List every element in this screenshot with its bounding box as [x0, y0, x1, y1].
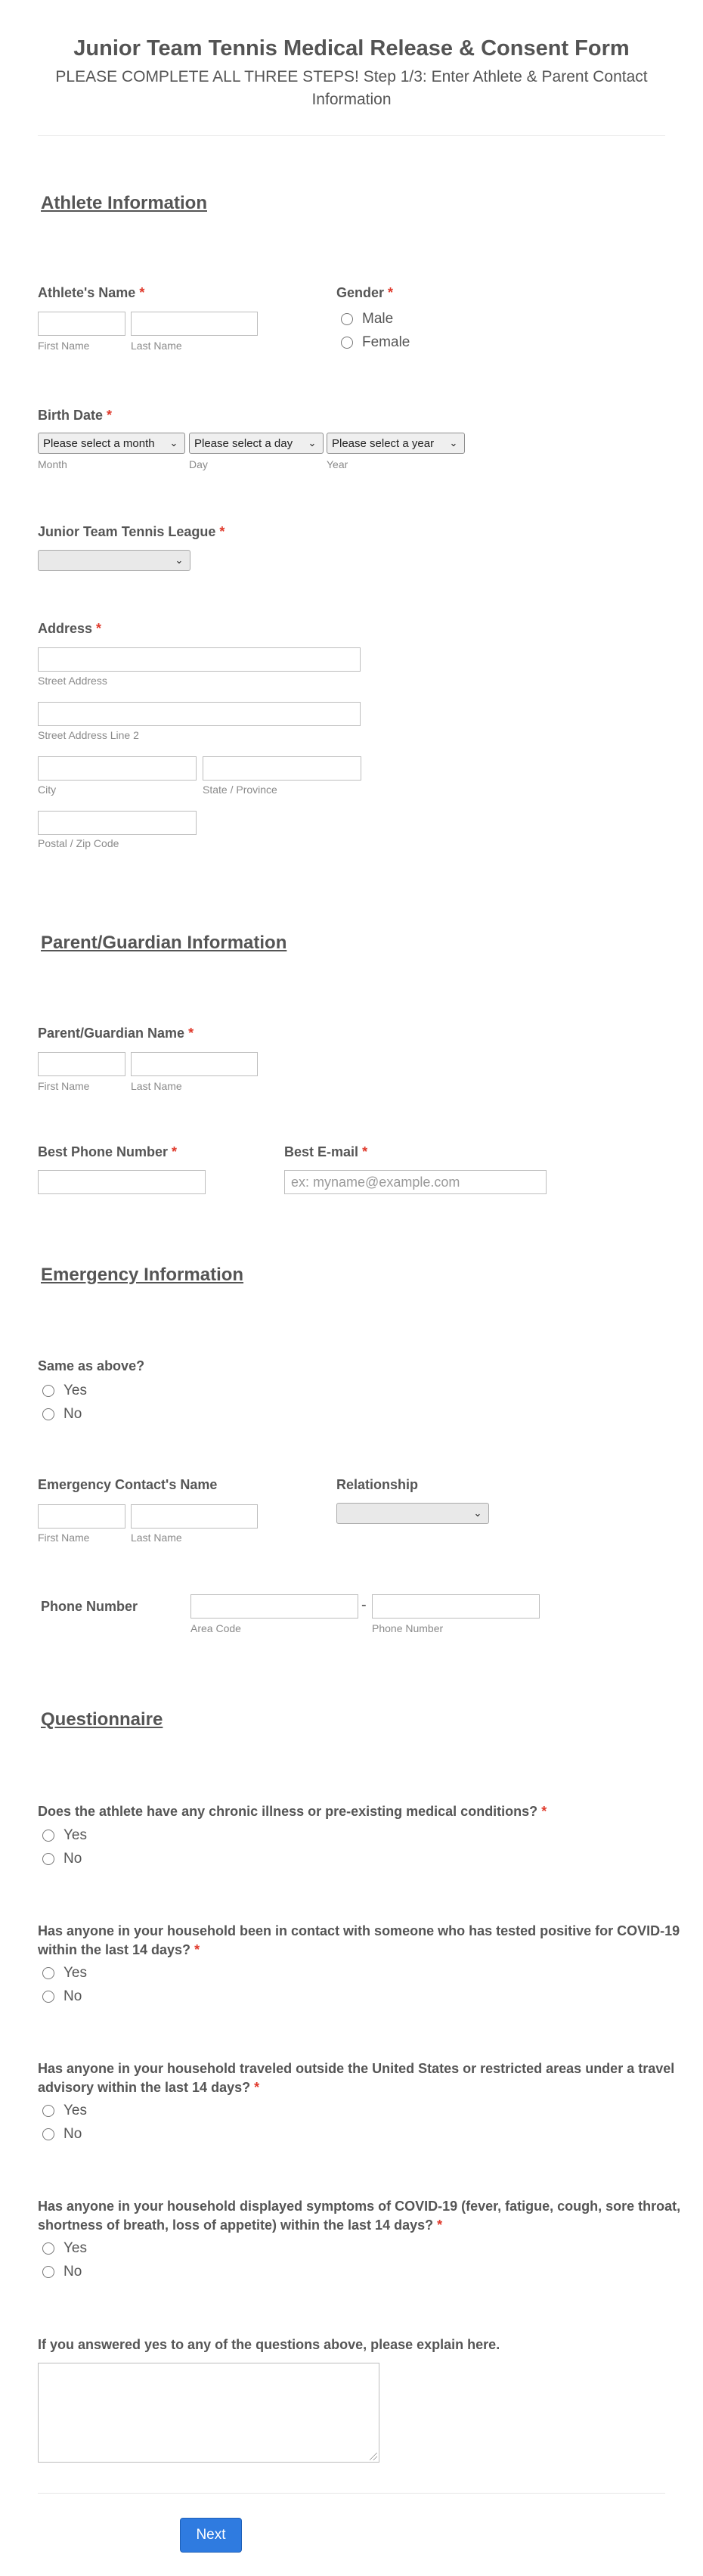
- required-marker: *: [254, 2080, 260, 2095]
- same-as-above-label: Same as above?: [38, 1358, 145, 1373]
- state-sub: State / Province: [203, 784, 277, 796]
- radio-icon[interactable]: [341, 313, 353, 325]
- parent-name-label: Parent/Guardian Name *: [38, 1026, 194, 1041]
- question-1-label: Does the athlete have any chronic illness or pre-existing medical conditions? *: [38, 1804, 547, 1819]
- radio-icon[interactable]: [42, 1967, 54, 1979]
- required-marker: *: [96, 621, 102, 636]
- parent-last-name-sub: Last Name: [131, 1080, 182, 1092]
- parent-phone-label: Best Phone Number *: [38, 1144, 178, 1159]
- emergency-phone-label: Phone Number: [41, 1599, 138, 1614]
- next-button[interactable]: Next: [180, 2518, 242, 2553]
- radio-icon[interactable]: [42, 1385, 54, 1397]
- question-4-label: Has anyone in your household displayed symptoms of COVID-19 (fever, fatigue, cough, sore throat, shortness of breath, loss of appetite) within the last 14 days? *: [38, 2199, 681, 2233]
- radio-icon[interactable]: [42, 1991, 54, 2003]
- question-1-option-no[interactable]: No: [42, 1851, 82, 1867]
- same-option-yes[interactable]: Yes: [42, 1383, 87, 1399]
- athlete-last-name-input[interactable]: [131, 312, 258, 336]
- relationship-select[interactable]: [336, 1503, 489, 1524]
- question-2-option-no[interactable]: No: [42, 1988, 82, 2005]
- zip-input[interactable]: [38, 811, 197, 835]
- required-marker: *: [188, 1026, 194, 1041]
- emergency-last-name-input[interactable]: [131, 1504, 258, 1529]
- address-label: Address *: [38, 621, 102, 636]
- required-marker: *: [172, 1144, 178, 1159]
- athlete-first-name-sub: First Name: [38, 340, 90, 352]
- radio-icon[interactable]: [341, 337, 353, 349]
- radio-icon[interactable]: [42, 2242, 54, 2255]
- athlete-first-name-input[interactable]: [38, 312, 125, 336]
- emergency-contact-label: Emergency Contact's Name: [38, 1477, 218, 1492]
- birth-year-select[interactable]: Please select a year ⌄: [327, 433, 465, 454]
- birth-month-sub: Month: [38, 458, 67, 470]
- street-address-line2-sub: Street Address Line 2: [38, 729, 139, 741]
- question-4-option-no[interactable]: No: [42, 2264, 82, 2280]
- birth-day-select[interactable]: Please select a day ⌄: [189, 433, 324, 454]
- required-marker: *: [194, 1942, 200, 1957]
- chevron-down-icon: ⌄: [473, 1507, 482, 1519]
- section-title-emergency: Emergency Information: [41, 1265, 244, 1285]
- emergency-first-name-input[interactable]: [38, 1504, 125, 1529]
- city-input[interactable]: [38, 756, 197, 781]
- birth-date-label: Birth Date *: [38, 408, 113, 423]
- league-label: Junior Team Tennis League *: [38, 524, 225, 539]
- area-code-input[interactable]: [190, 1594, 358, 1619]
- footer-divider: [38, 2493, 665, 2494]
- birth-day-sub: Day: [189, 458, 208, 470]
- chevron-down-icon: ⌄: [308, 437, 317, 448]
- section-title-parent: Parent/Guardian Information: [41, 933, 287, 953]
- emergency-first-name-sub: First Name: [38, 1532, 90, 1544]
- league-select[interactable]: [38, 550, 190, 571]
- question-2-option-yes[interactable]: Yes: [42, 1965, 87, 1982]
- chevron-down-icon: ⌄: [449, 437, 458, 448]
- required-marker: *: [107, 408, 113, 423]
- gender-option-female[interactable]: Female: [341, 334, 410, 351]
- phone-number-sub: Phone Number: [372, 1622, 444, 1634]
- required-marker: *: [139, 285, 145, 300]
- athlete-name-label: Athlete's Name *: [38, 285, 145, 300]
- question-3-option-yes[interactable]: Yes: [42, 2103, 87, 2119]
- question-2-label: Has anyone in your household been in contact with someone who has tested positive for COVID-19 within the last 14 days? *: [38, 1923, 680, 1957]
- question-1-option-yes[interactable]: Yes: [42, 1827, 87, 1844]
- radio-icon[interactable]: [42, 1408, 54, 1420]
- required-marker: *: [388, 285, 394, 300]
- required-marker: *: [541, 1804, 547, 1819]
- question-4-option-yes[interactable]: Yes: [42, 2240, 87, 2257]
- birth-month-select[interactable]: Please select a month ⌄: [38, 433, 185, 454]
- required-marker: *: [362, 1144, 368, 1159]
- explain-textarea[interactable]: [38, 2363, 379, 2463]
- explain-label: If you answered yes to any of the questions above, please explain here.: [38, 2337, 500, 2352]
- relationship-label: Relationship: [336, 1477, 419, 1492]
- area-code-sub: Area Code: [190, 1622, 241, 1634]
- parent-phone-input[interactable]: [38, 1170, 206, 1194]
- chevron-down-icon: ⌄: [175, 554, 184, 566]
- radio-icon[interactable]: [42, 1830, 54, 1842]
- radio-icon[interactable]: [42, 2128, 54, 2140]
- required-marker: *: [219, 524, 225, 539]
- parent-first-name-sub: First Name: [38, 1080, 90, 1092]
- street-address-sub: Street Address: [38, 675, 107, 687]
- phone-dash: -: [361, 1597, 367, 1613]
- header-divider: [38, 135, 665, 136]
- chevron-down-icon: ⌄: [169, 437, 178, 448]
- radio-icon[interactable]: [42, 1853, 54, 1865]
- radio-icon[interactable]: [42, 2105, 54, 2117]
- state-input[interactable]: [203, 756, 361, 781]
- required-marker: *: [437, 2218, 443, 2233]
- question-3-label: Has anyone in your household traveled outside the United States or restricted areas under a travel advisory within the last 14 days? *: [38, 2061, 675, 2095]
- form-subtitle: PLEASE COMPLETE ALL THREE STEPS! Step 1/3: Enter Athlete & Parent Contact Information: [55, 68, 648, 108]
- birth-year-sub: Year: [327, 458, 348, 470]
- parent-email-input[interactable]: [284, 1170, 547, 1194]
- section-title-athlete: Athlete Information: [41, 193, 207, 213]
- athlete-last-name-sub: Last Name: [131, 340, 182, 352]
- parent-email-label: Best E-mail *: [284, 1144, 368, 1159]
- parent-first-name-input[interactable]: [38, 1052, 125, 1076]
- zip-sub: Postal / Zip Code: [38, 837, 119, 849]
- same-option-no[interactable]: No: [42, 1406, 82, 1423]
- section-title-questionnaire: Questionnaire: [41, 1709, 163, 1730]
- question-3-option-no[interactable]: No: [42, 2126, 82, 2143]
- parent-last-name-input[interactable]: [131, 1052, 258, 1076]
- street-address-input[interactable]: [38, 647, 361, 672]
- gender-label: Gender *: [336, 285, 394, 300]
- phone-number-input[interactable]: [372, 1594, 540, 1619]
- resize-grip-icon[interactable]: [370, 2453, 377, 2460]
- emergency-last-name-sub: Last Name: [131, 1532, 182, 1544]
- form-title: Junior Team Tennis Medical Release & Consent Form: [73, 36, 630, 61]
- city-sub: City: [38, 784, 57, 796]
- gender-option-male[interactable]: Male: [341, 311, 393, 327]
- radio-icon[interactable]: [42, 2266, 54, 2278]
- street-address-line2-input[interactable]: [38, 702, 361, 726]
